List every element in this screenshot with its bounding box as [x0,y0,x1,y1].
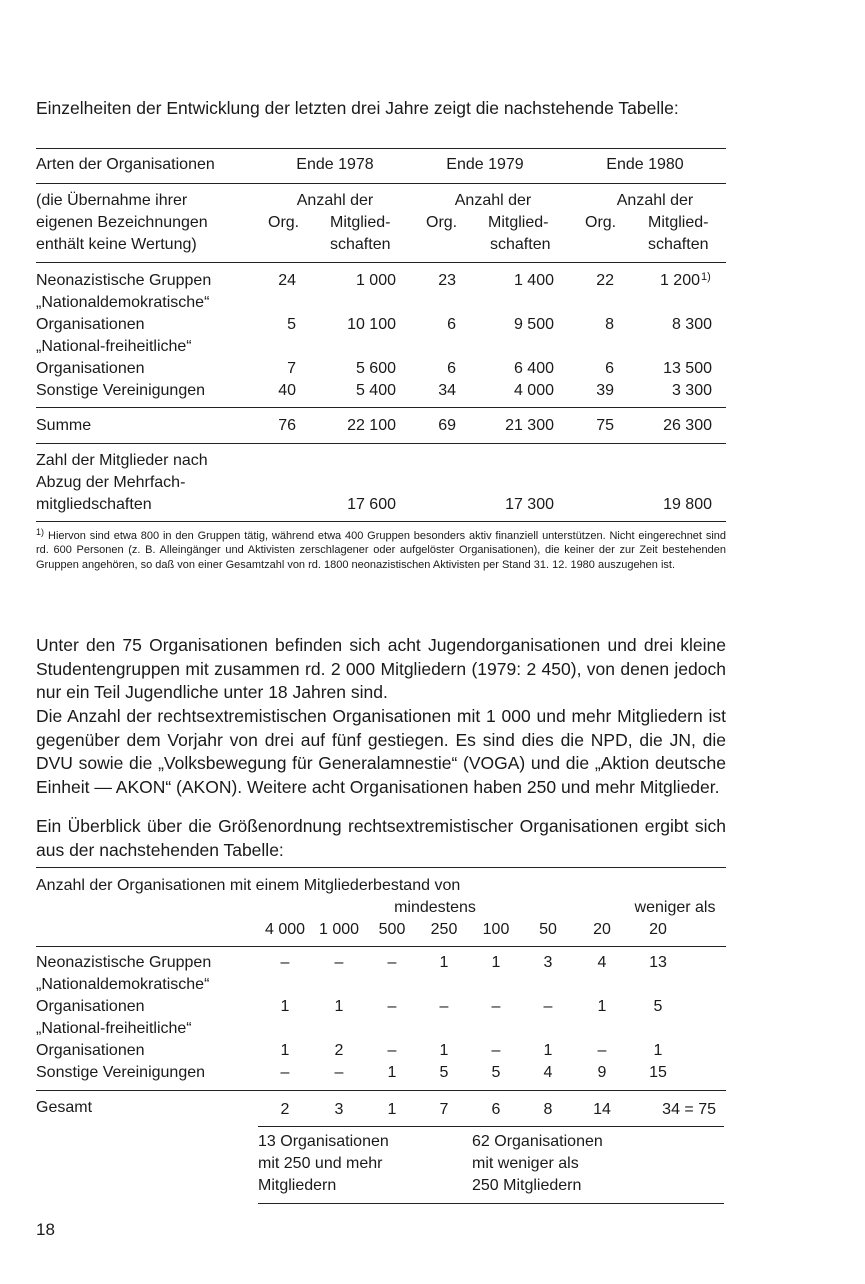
table1-cell: 13 500 [663,360,712,377]
table2-cell: 1 [439,1042,449,1059]
table1-cell: 5 [287,316,296,333]
table1-cell: 8 [605,316,614,333]
table1-zahl-label: Abzug der Mehrfach- [36,474,186,491]
table1-sub-left-3: enthält keine Wertung) [36,236,197,253]
table1-cell: 6 [447,360,456,377]
table2-cell: 1 [597,998,607,1015]
table2-col-head: 20 [593,921,611,938]
table1-row-label: Neonazistische Gruppen [36,272,212,289]
table1-zahl-cell: 17 600 [347,496,396,513]
table1-mitglied-1979: Mitglied- [488,214,549,231]
table1-sub-left-2: eigenen Bezeichnungen [36,214,208,231]
page-number: 18 [36,1220,55,1239]
table1-org-1978: Org. [268,214,300,231]
table1-cell: 22 [596,272,614,289]
table1-zahl-cell: 17 300 [505,496,554,513]
table2-cell: 13 [649,954,667,971]
table2-cell: – [387,1042,397,1059]
table1-year-1979: Ende 1979 [446,156,524,173]
table2-gesamt-cell: 3 [334,1101,344,1118]
table1-cell: 34 [438,382,456,399]
table1-summe-cell: 22 100 [347,417,396,434]
table2-cell: – [491,998,501,1015]
table1-cell: 1 000 [355,272,396,289]
table1-mitglied-1978: Mitglied- [330,214,391,231]
table1-year-1980: Ende 1980 [606,156,684,173]
table2-row-label: „National-freiheitliche“ [36,1020,192,1037]
table2-col-head: 500 [378,921,406,938]
table2-col-head: 4 000 [264,921,306,938]
table1-cell: 1 400 [513,272,554,289]
body-paragraph-3: Ein Überblick über die Größenordnung rechtsextremistischer Organisationen ergibt sich aus der nachstehenden Tabelle: [36,816,726,860]
table2-gesamt-cell: 7 [439,1101,449,1118]
table1-cell: 9 500 [513,316,554,333]
table1-summe-cell: 69 [438,417,456,434]
table2-cell: – [280,1064,290,1081]
body-paragraph-1: Unter den 75 Organisationen befinden sich acht Jugendorganisationen und drei kleine Studentengruppen mit zusammen rd. 2 000 Mitgliedern (1979: 2 450), von denen jedoch nur ein Teil Jugendliche unter 18 Jahren sind. [36,635,726,702]
table2-cell: 1 [280,998,290,1015]
table1-cell: 6 400 [513,360,554,377]
table2-gesamt-cell: 6 [491,1101,501,1118]
table1-anzahl-1978: Anzahl der [296,192,374,209]
table1-summe-cell: 75 [596,417,614,434]
table2-cell: – [387,998,397,1015]
table2-weniger-als: weniger als [634,899,716,916]
table2-cell: 5 [653,998,663,1015]
table2-summary-left: Mitgliedern [258,1177,337,1194]
table2-cell: – [543,998,553,1015]
table2-row-label: Organisationen [36,1042,145,1059]
table2-cell: 1 [543,1042,553,1059]
table2-cell: 2 [334,1042,344,1059]
table1-summe-cell: 26 300 [663,417,712,434]
table2-gesamt-cell: 34 = 75 [662,1101,716,1118]
table1-year-1978: Ende 1978 [296,156,374,173]
table2-col-head: 20 [649,921,667,938]
table2-summary-right: mit weniger als [472,1155,579,1172]
table1-summe-cell: 21 300 [505,417,554,434]
table1-cell: 1 200 [659,272,700,289]
table1-zahl-cell: 19 800 [663,496,712,513]
table1-bottom-rule [36,521,726,522]
table2-row-label: Organisationen [36,998,145,1015]
table1-org-1979: Org. [426,214,458,231]
table2-cell: – [439,998,449,1015]
table2-summary-right: 62 Organisationen [472,1133,603,1150]
table1-anzahl-1980: Anzahl der [616,192,694,209]
footnote-mark: 1) [36,527,45,537]
table2-heading: Anzahl der Organisationen mit einem Mitgliederbestand von [36,877,461,894]
table2-gesamt-cell: 2 [280,1101,290,1118]
table1-org-1980: Org. [585,214,617,231]
table2-cell: 5 [439,1064,449,1081]
table2-row-label: Neonazistische Gruppen [36,954,212,971]
table2-cell: 9 [597,1064,607,1081]
table2-cell: – [387,954,397,971]
table2-top-rule [36,867,726,868]
table2-cell: 3 [543,954,553,971]
table1-cell: 24 [278,272,296,289]
table1-row-label: Organisationen [36,316,145,333]
table1-mitglied-1980: Mitglied- [648,214,709,231]
body-paragraph-2: Die Anzahl der rechtsextremistischen Organisationen mit 1 000 und mehr Mitgliedern ist gegenüber dem Vorjahr von drei auf fünf gestiegen. Es sind dies die NPD, die JN, die DVU sowie die „Volksbewegung für Generalamnestie“ (VOGA) und die „Aktion deutsche Einheit — AKON“ (AKON). Weitere acht Organisationen haben 250 und mehr Mitglieder. [36,706,726,797]
table2-cell: 4 [543,1064,553,1081]
table1-head-rule [36,183,726,184]
table1-schaften-1978: schaften [330,236,391,253]
table1-schaften-1980: schaften [648,236,709,253]
table2-cell: 1 [334,998,344,1015]
intro-paragraph: Einzelheiten der Entwicklung der letzten drei Jahre zeigt die nachstehende Tabelle: [36,98,679,118]
table1-anzahl-1979: Anzahl der [454,192,532,209]
table2-summary-right: 250 Mitgliedern [472,1177,582,1194]
table1-cell: 6 [605,360,614,377]
table1-summe-cell: 76 [278,417,296,434]
table2-head-rule [36,946,726,947]
table1-cell: 8 300 [671,316,712,333]
table1-row-label: Organisationen [36,360,145,377]
table2-mindestens: mindestens [394,899,476,916]
table2-cell: 15 [649,1064,667,1081]
table2-gesamt-cell: 1 [387,1101,397,1118]
table1-cell: 40 [278,382,296,399]
table2-cell: 5 [491,1064,501,1081]
table1-cell: 4 000 [513,382,554,399]
table2-cell: 1 [439,954,449,971]
table1-cell: 7 [287,360,296,377]
table2-cell: – [491,1042,501,1059]
table2-cell: 4 [597,954,607,971]
table1-row-label: „Nationaldemokratische“ [36,294,210,311]
table2-cell: – [334,1064,344,1081]
table1-top-rule [36,148,726,149]
table1-cell: 10 100 [347,316,396,333]
table2-gesamt-cell: 14 [593,1101,611,1118]
table2-col-head: 1 000 [318,921,360,938]
table1-summe-label: Summe [36,417,92,434]
table1-body-rule [36,262,726,263]
table1-zahl-label: Zahl der Mitglieder nach [36,452,208,469]
table2-cell: – [334,954,344,971]
table2-cell: – [280,954,290,971]
table2-gesamt-rule [36,1090,726,1091]
table2-gesamt-label: Gesamt [36,1099,93,1116]
table1-cell: 39 [596,382,614,399]
table2-cell: – [597,1042,607,1059]
table1-footnote-ref: 1) [701,271,711,283]
table1-row-label: „National-freiheitliche“ [36,338,192,355]
table1-summe-rule [36,407,726,408]
table2-row-label: Sonstige Vereinigungen [36,1064,206,1081]
table1-schaften-1979: schaften [490,236,551,253]
table1-cell: 5 600 [355,360,396,377]
footnote-text: Hiervon sind etwa 800 in den Gruppen tätig, während etwa 400 Gruppen besonders aktiv finanziell unterstützen. Nicht eingerechnet sind rd. 600 Personen (z. B. Alleingänger und Aktivisten zerschlagener oder aufgelöster Organisationen), die keiner der zur Zeit bestehenden Gruppen angehören, so daß von einer Gesamtzahl von rd. 1800 neonazistischen Aktivisten per Stand 31. 12. 1980 auszugehen ist. [36,530,726,571]
table1-zahl-label: mitgliedschaften [36,496,152,513]
table1-col-head: Arten der Organisationen [36,156,215,173]
table2-gesamt-cell: 8 [543,1101,553,1118]
table2-summary-left: mit 250 und mehr [258,1155,383,1172]
table2-row-label: „Nationaldemokratische“ [36,976,210,993]
table2-summary-rule [258,1126,724,1127]
table1-cell: 3 300 [671,382,712,399]
table1-cell: 5 400 [355,382,396,399]
table2-bottom-rule [258,1203,724,1204]
table2-col-head: 250 [430,921,458,938]
table2-cell: 1 [653,1042,663,1059]
table1-zahl-rule [36,443,726,444]
table1-sub-left-1: (die Übernahme ihrer [36,192,188,209]
table1-row-label: Sonstige Vereinigungen [36,382,206,399]
table2-cell: 1 [491,954,501,971]
table2-col-head: 100 [482,921,510,938]
table2-cell: 1 [387,1064,397,1081]
table2-cell: 1 [280,1042,290,1059]
table2-summary-left: 13 Organisationen [258,1133,389,1150]
table1-cell: 23 [438,272,456,289]
table2-col-head: 50 [539,921,557,938]
table1-cell: 6 [447,316,456,333]
